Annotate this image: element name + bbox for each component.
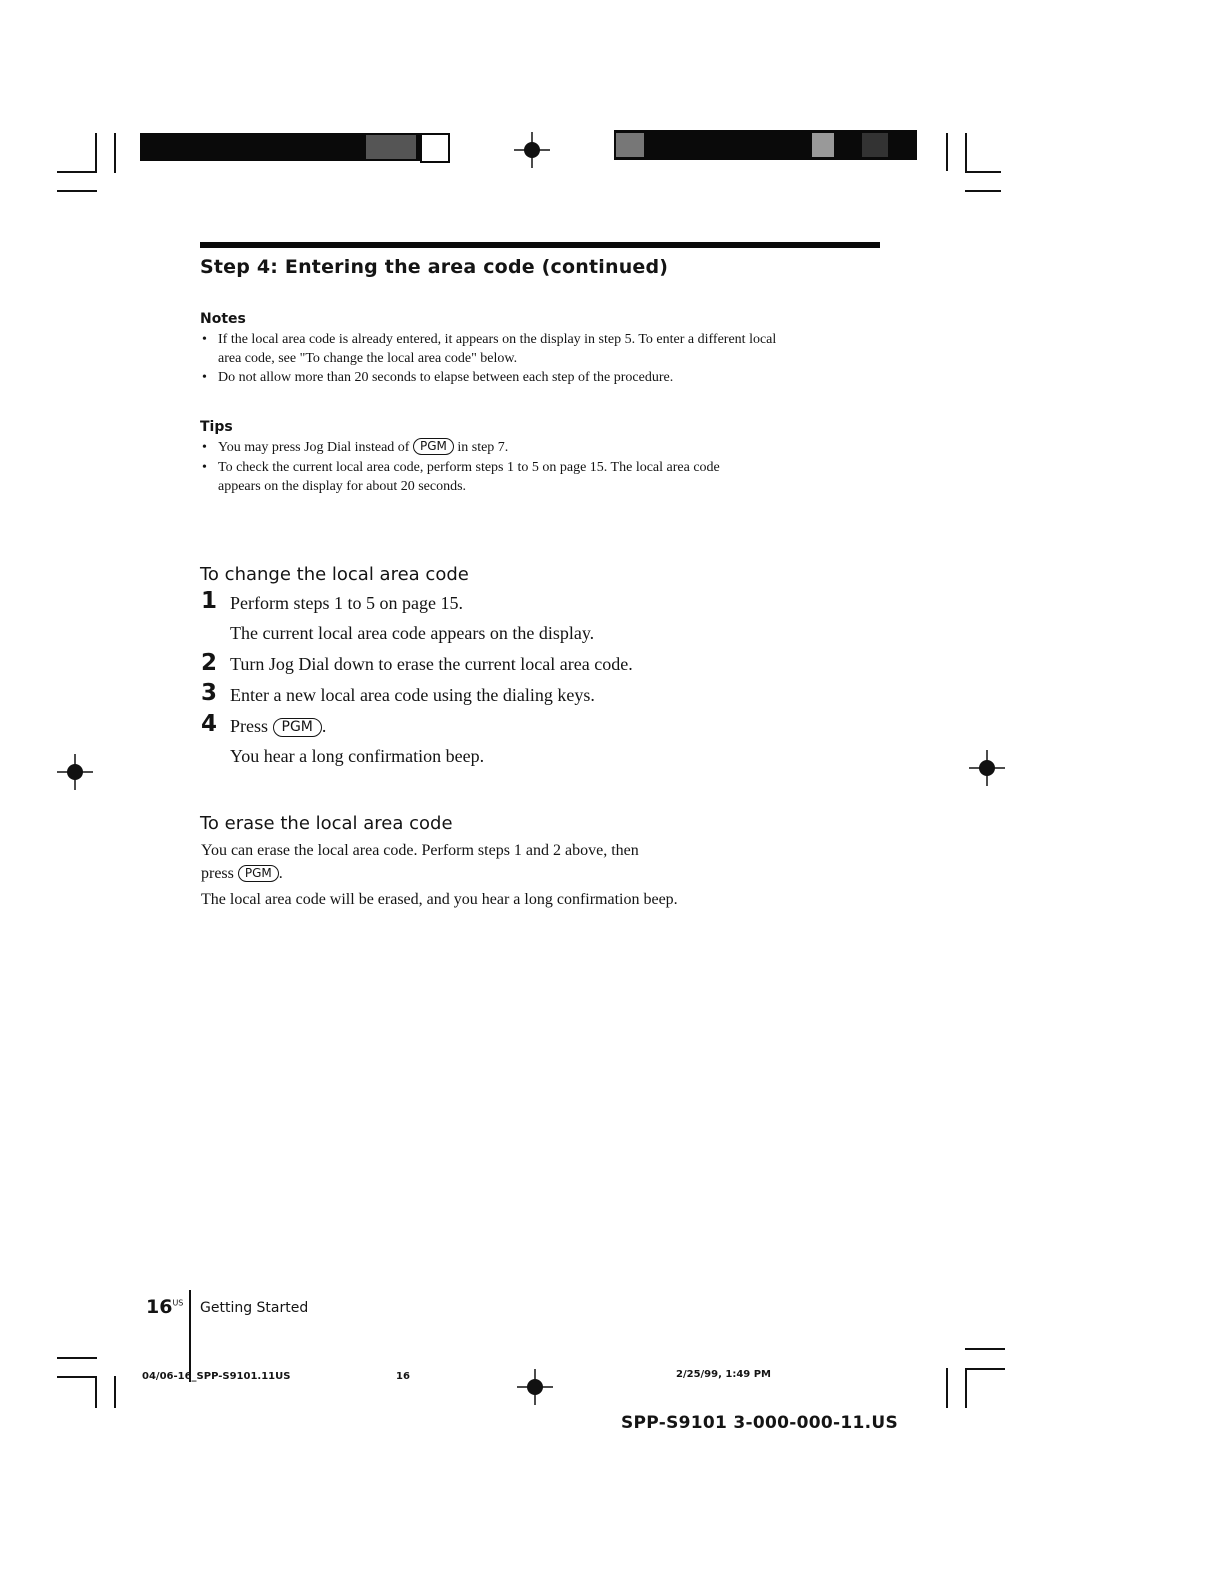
notes-item-1: • If the local area code is already entered, it appears on the display in step 5. To enter a different local area code, see "To change the local area code" below. [202, 332, 777, 366]
page-number [146, 1296, 183, 1318]
registration-mark-bottom [517, 1369, 553, 1405]
print-bar-left-gray [366, 135, 416, 159]
pgm-key-icon: PGM [273, 718, 322, 737]
erase-paragraph-1 [201, 839, 771, 885]
pgm-key-icon: PGM [413, 438, 454, 455]
section-rule [200, 242, 880, 248]
erase-press-text: press [201, 865, 234, 882]
page-number-suffix: US [172, 1298, 184, 1308]
change-step-1-number: 1 [201, 588, 218, 614]
change-step-4-end: . [321, 716, 327, 736]
registration-mark-left [57, 754, 93, 790]
change-step-3-number: 3 [201, 680, 218, 706]
change-step-2-text: Turn Jog Dial down to erase the current local area code. [230, 654, 633, 674]
registration-mark-top [514, 132, 550, 168]
change-step-4-number: 4 [201, 711, 218, 737]
footer-sheet-number: 16 [396, 1371, 410, 1382]
erase-heading: To erase the local area code [200, 813, 453, 834]
tips-label: Tips [200, 419, 233, 435]
change-step-1-result: The current local area code appears on the display. [230, 623, 595, 643]
pgm-key-icon: PGM [238, 865, 279, 882]
page-number-value: 16 [146, 1296, 173, 1318]
notes-item-2: • Do not allow more than 20 seconds to elapse between each step of the procedure. [202, 370, 674, 385]
change-step-4-text: Press [230, 716, 269, 736]
erase-paragraph-2: The local area code will be erased, and you hear a long confirmation beep. [201, 891, 678, 908]
tips-item-1-end: in step 7. [457, 440, 509, 455]
tips-item-2-text: To check the current local area code, perform steps 1 to 5 on page 15. The local area code appears on the display for about 20 seconds. [218, 460, 720, 494]
tips-item-2: • To check the current local area code, perform steps 1 to 5 on page 15. The local area code appears on the display for about 20 seconds. [202, 460, 720, 494]
tips-item-1: • You may press Jog Dial instead of PGM in step 7. [202, 439, 509, 455]
footer-timestamp: 2/25/99, 1:49 PM [676, 1369, 772, 1380]
print-bar-right-gray-b [812, 133, 834, 157]
print-bar-left-tail [420, 133, 450, 163]
footer-section-name: Getting Started [200, 1300, 309, 1316]
print-bar-right-gray-c [862, 133, 888, 157]
notes-label: Notes [200, 311, 246, 327]
registration-mark-right [969, 750, 1005, 786]
notes-item-1-text: If the local area code is already entered, it appears on the display in step 5. To enter a different local area code, see "To change the local area code" below. [218, 332, 777, 366]
erase-paragraph-1-line-2 [201, 862, 771, 885]
change-step-2-number: 2 [201, 650, 218, 676]
notes-item-2-text: Do not allow more than 20 seconds to elapse between each step of the procedure. [218, 370, 674, 385]
footer-file-name: 04/06-16_SPP-S9101.11US [142, 1371, 291, 1382]
change-step-1-text: Perform steps 1 to 5 on page 15. [230, 593, 463, 613]
page-title: Step 4: Entering the area code (continued) [200, 256, 669, 278]
footer-divider [189, 1290, 191, 1382]
tips-item-1-text: You may press Jog Dial instead of [218, 440, 410, 455]
print-bar-right-gray-a [616, 133, 644, 157]
change-step-4-result: You hear a long confirmation beep. [230, 746, 485, 766]
change-step-3-text: Enter a new local area code using the dialing keys. [230, 685, 595, 705]
change-heading: To change the local area code [200, 564, 469, 585]
model-code: SPP-S9101 3-000-000-11.US [621, 1413, 899, 1433]
change-step-4-line [230, 716, 326, 737]
erase-paragraph-1-line-1: You can erase the local area code. Perform steps 1 and 2 above, then [201, 842, 639, 859]
erase-paragraph-1-end: . [278, 865, 283, 882]
